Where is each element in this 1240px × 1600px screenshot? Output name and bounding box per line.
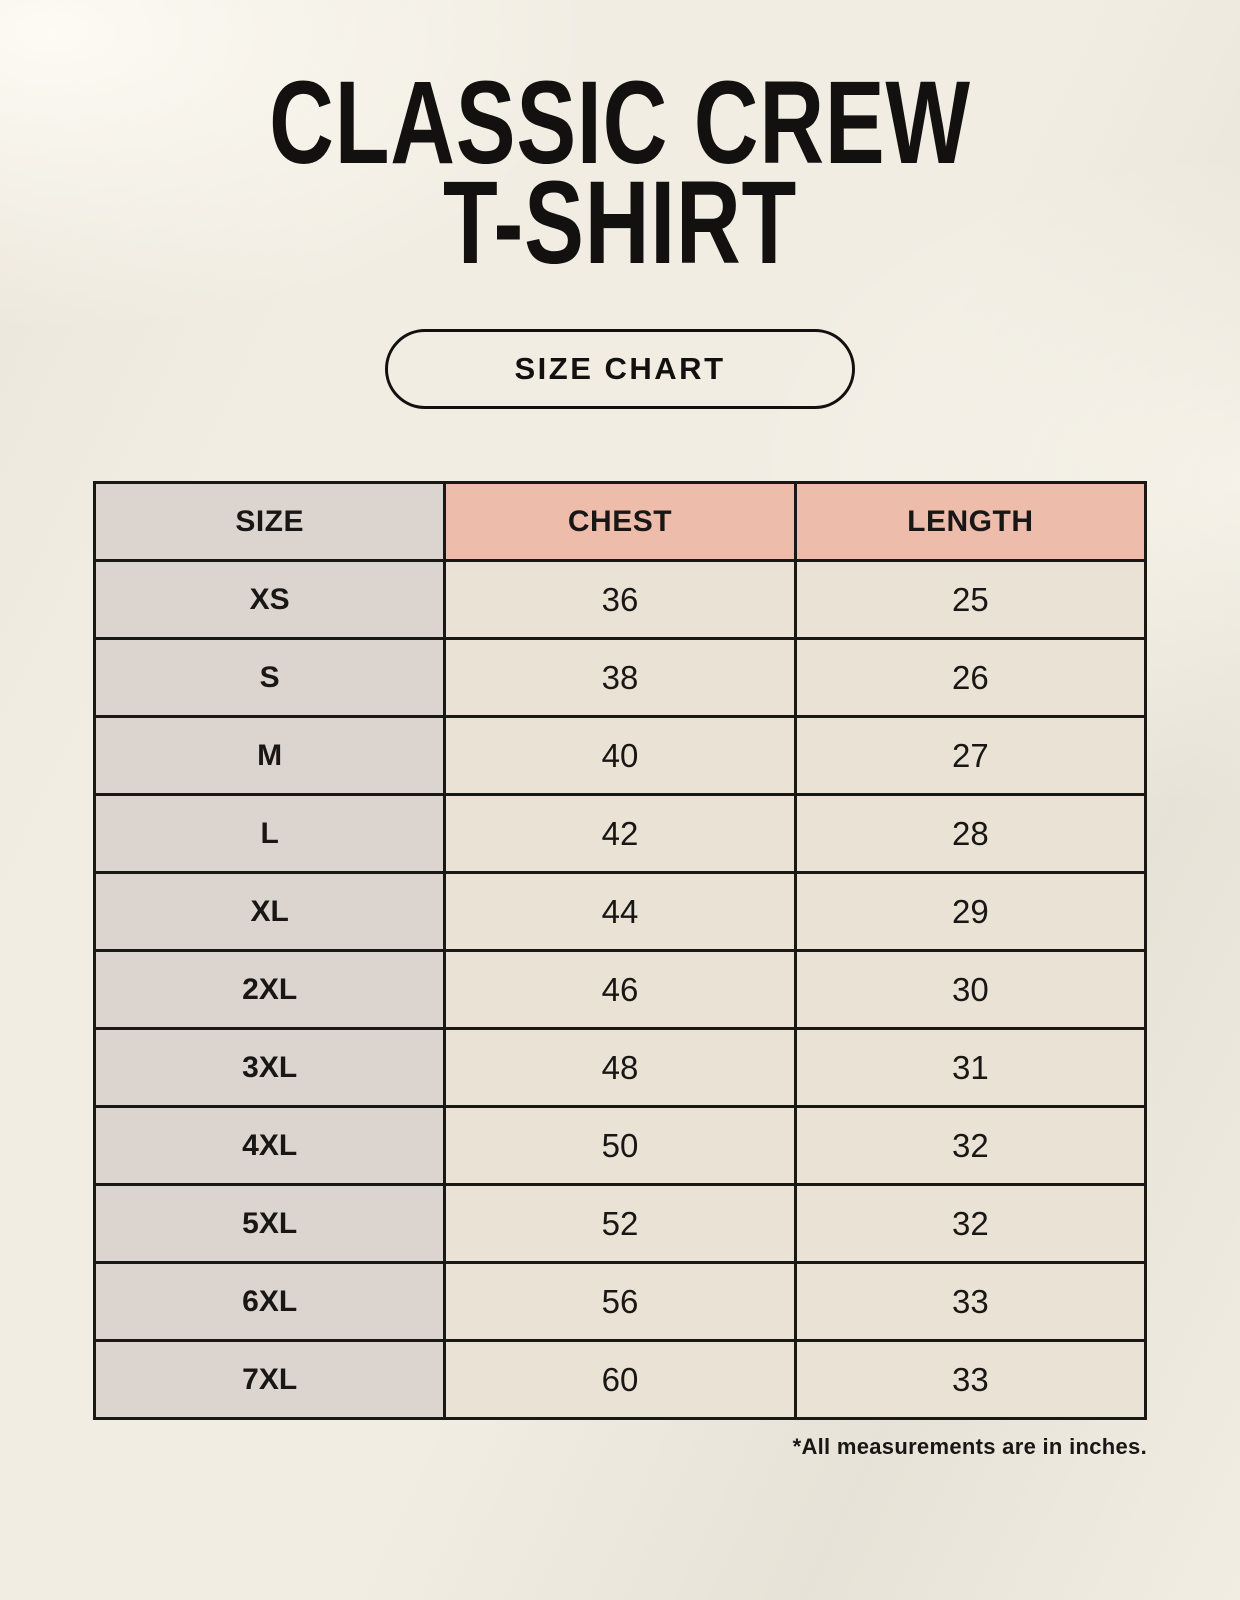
page-title: [0, 0, 1240, 289]
length-cell: 29: [795, 873, 1145, 951]
size-cell: 3XL: [95, 1029, 445, 1107]
table-row: [95, 717, 1146, 795]
page-title-line-2: T-SHIRT: [442, 156, 798, 289]
header-cell-chest: CHEST: [445, 483, 795, 561]
chest-cell: 48: [445, 1029, 795, 1107]
size-cell: XL: [95, 873, 445, 951]
table-row: [95, 1029, 1146, 1107]
measurements-footnote: *All measurements are in inches.: [792, 1434, 1147, 1460]
size-chart-badge-label: SIZE CHART: [514, 351, 726, 387]
length-cell: 33: [795, 1341, 1145, 1419]
table-row: [95, 795, 1146, 873]
header-row: [95, 483, 1146, 561]
length-cell: 32: [795, 1185, 1145, 1263]
table-row: [95, 1263, 1146, 1341]
table-row: [95, 1185, 1146, 1263]
length-cell: 25: [795, 561, 1145, 639]
size-table-container: [93, 481, 1147, 1420]
table-row: [95, 1107, 1146, 1185]
table-row: [95, 873, 1146, 951]
size-cell: 6XL: [95, 1263, 445, 1341]
length-cell: 32: [795, 1107, 1145, 1185]
chest-cell: 40: [445, 717, 795, 795]
chest-cell: 36: [445, 561, 795, 639]
size-table-body: [95, 561, 1146, 1419]
length-cell: 26: [795, 639, 1145, 717]
size-chart-badge: [385, 329, 855, 409]
size-cell: L: [95, 795, 445, 873]
chest-cell: 42: [445, 795, 795, 873]
chest-cell: 60: [445, 1341, 795, 1419]
length-cell: 28: [795, 795, 1145, 873]
table-row: [95, 561, 1146, 639]
length-cell: 31: [795, 1029, 1145, 1107]
length-cell: 30: [795, 951, 1145, 1029]
size-cell: S: [95, 639, 445, 717]
size-cell: 4XL: [95, 1107, 445, 1185]
size-cell: M: [95, 717, 445, 795]
chest-cell: 46: [445, 951, 795, 1029]
size-cell: XS: [95, 561, 445, 639]
size-table: [93, 481, 1147, 1420]
header-cell-size: SIZE: [95, 483, 445, 561]
size-cell: 7XL: [95, 1341, 445, 1419]
chest-cell: 52: [445, 1185, 795, 1263]
length-cell: 27: [795, 717, 1145, 795]
size-cell: 2XL: [95, 951, 445, 1029]
table-row: [95, 951, 1146, 1029]
size-table-header: [95, 483, 1146, 561]
length-cell: 33: [795, 1263, 1145, 1341]
chest-cell: 44: [445, 873, 795, 951]
chest-cell: 38: [445, 639, 795, 717]
table-row: [95, 639, 1146, 717]
size-cell: 5XL: [95, 1185, 445, 1263]
chest-cell: 50: [445, 1107, 795, 1185]
header-cell-length: LENGTH: [795, 483, 1145, 561]
page-title-line-1: CLASSIC CREW: [269, 57, 971, 189]
chest-cell: 56: [445, 1263, 795, 1341]
table-row: [95, 1341, 1146, 1419]
